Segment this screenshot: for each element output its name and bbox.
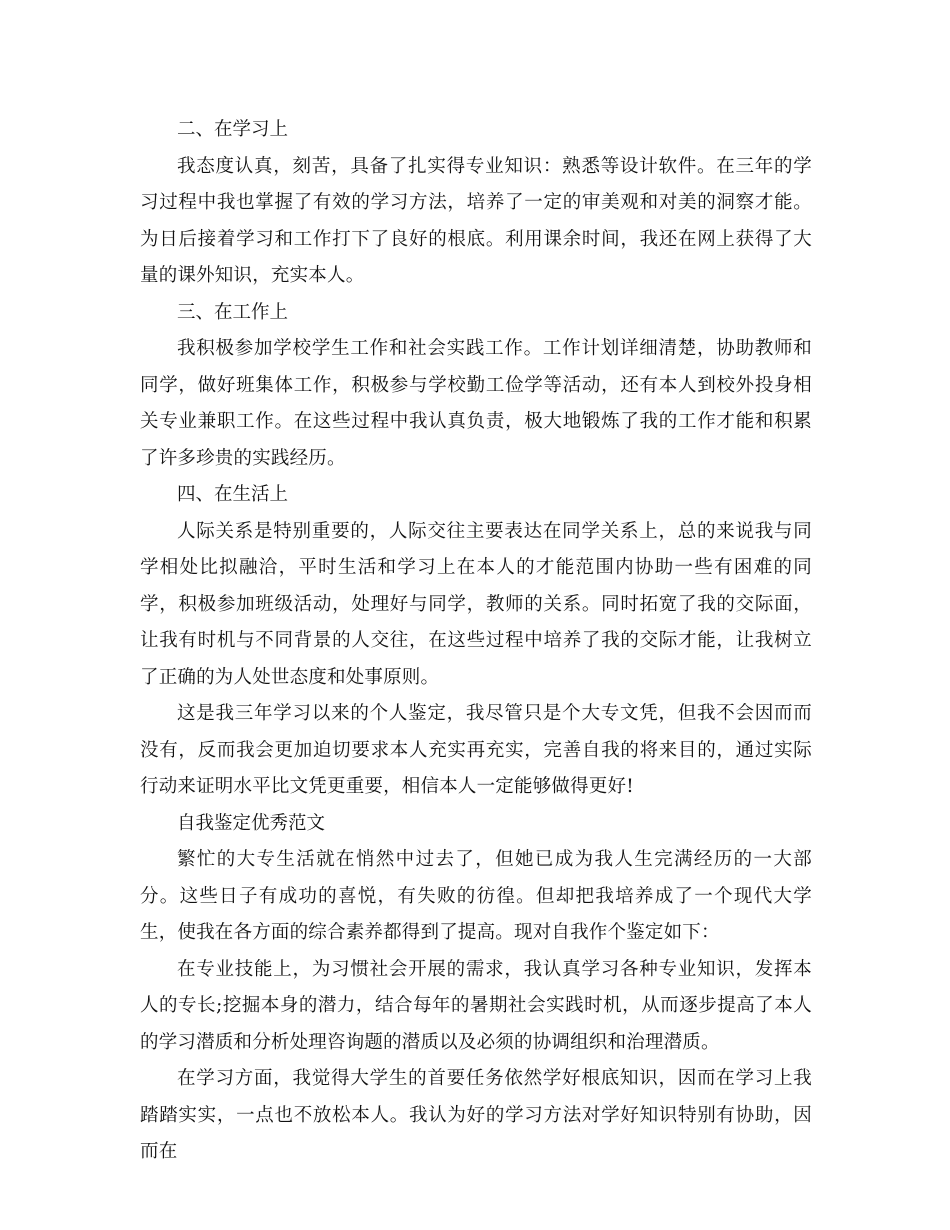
paragraph-life: 人际关系是特别重要的，人际交往主要表达在同学关系上，总的来说我与同学相处比拟融洽，平时生活和学习上在本人的才能范围内协助一些有困难的同学，积极参加班级活动，处理好与同学，教师的关系。同时拓宽了我的交际面，让我有时机与不同背景的人交往，在这些过程中培养了我的交际才能，让我树立了正确的为人处世态度和处事原则。 [140, 520, 812, 688]
section-heading-life: 四、在生活上 [177, 484, 289, 505]
paragraph-conclusion: 这是我三年学习以来的个人鉴定，我尽管只是个大专文凭，但我不会因而而没有，反而我会更加迫切要求本人充实再充实，完善自我的将来目的，通过实际行动来证明水平比文凭更重要，相信本人一定能够做得更好! [140, 703, 812, 797]
paragraph-learning: 在学习方面，我觉得大学生的首要任务依然学好根底知识，因而在学习上我踏踏实实，一点也不放松本人。我认为好的学习方法对学好知识特别有协助，因而在 [140, 1068, 812, 1162]
section-heading-work: 三、在工作上 [177, 301, 289, 323]
section-heading-study: 二、在学习上 [177, 119, 289, 140]
document-body [140, 112, 812, 1171]
paragraph-intro: 繁忙的大专生活就在悄然中过去了，但她已成为我人生完满经历的一大部分。这些日子有成功的喜悦，有失败的彷徨。但却把我培养成了一个现代大学生，使我在各方面的综合素养都得到了提高。现对自我作个鉴定如下： [140, 849, 812, 943]
paragraph-work: 我积极参加学校学生工作和社会实践工作。工作计划详细清楚，协助教师和同学，做好班集体工作，积极参与学校勤工俭学等活动，还有本人到校外投身相关专业兼职工作。在这些过程中我认真负责，极大地锻炼了我的工作才能和积累了许多珍贵的实践经历。 [140, 338, 812, 469]
section-heading-sample: 自我鉴定优秀范文 [177, 812, 326, 834]
paragraph-skills: 在专业技能上，为习惯社会开展的需求，我认真学习各种专业知识，发挥本人的专长;挖掘本身的潜力，结合每年的暑期社会实践时机，从而逐步提高了本人的学习潜质和分析处理咨询题的潜质以及必须的协调组织和治理潜质。 [140, 958, 812, 1053]
paragraph-study: 我态度认真，刻苦，具备了扎实得专业知识：熟悉等设计软件。在三年的学习过程中我也掌握了有效的学习方法，培养了一定的审美观和对美的洞察才能。为日后接着学习和工作打下了良好的根底。利用课余时间，我还在网上获得了大量的课外知识，充实本人。 [140, 155, 812, 286]
